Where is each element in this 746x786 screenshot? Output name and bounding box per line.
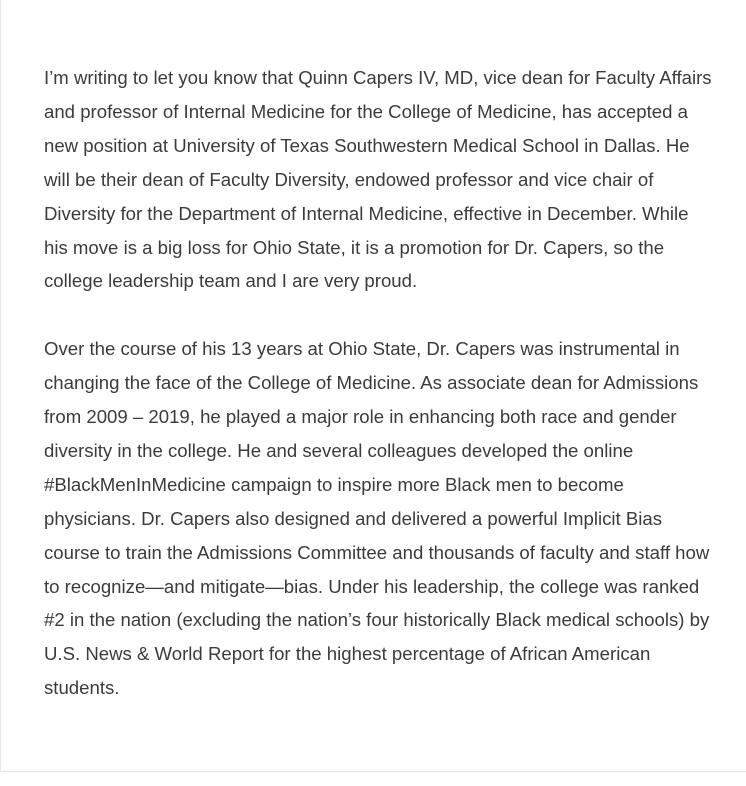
paragraph-announcement: I’m writing to let you know that Quinn Capers IV, MD, vice dean for Faculty Affairs and professor of Internal Medicine for the College of Medicine, has accepted a new position at University of Texas Southwestern Medical School in Dallas. He will be their dean of Faculty Diversity, endowed professor and vice chair of Diversity for the Department of Internal Medicine, effective in December. While his move is a big loss for Ohio State, it is a promotion for Dr. Capers, so the college leadership team and I are very proud. bbox=[44, 67, 712, 292]
paragraph-accomplishments: Over the course of his 13 years at Ohio State, Dr. Capers was instrumental in changing the face of the College of Medicine. As associate dean for Admissions from 2009 – 2019, he played a major role in enhancing both race and gender diversity in the college. He and several colleagues developed the online #BlackMenInMedicine campaign to inspire more Black men to become physicians. Dr. Capers also designed and delivered a powerful Implicit Bias course to train the Admissions Committee and thousands of faculty and staff how to recognize—and mitigate—bias. Under his leadership, the college was ranked #2 in the nation (excluding the nation’s four historically Black medical schools) by U.S. News & World Report for the highest percentage of African American students. bbox=[44, 338, 710, 699]
message-body bbox=[44, 61, 714, 705]
